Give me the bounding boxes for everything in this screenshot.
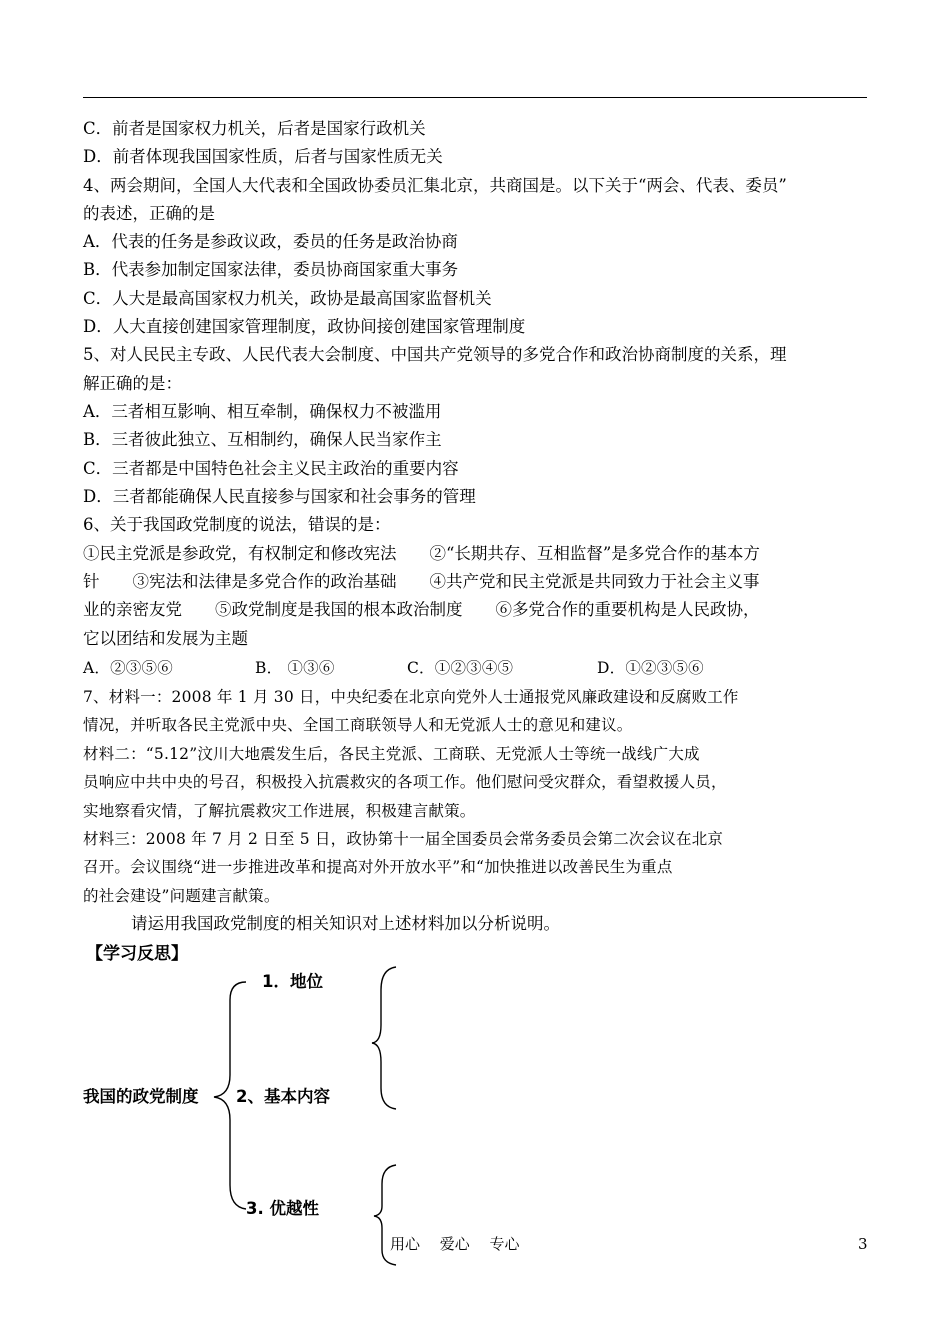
q7-task: 请运用我国政党制度的相关知识对上述材料加以分析说明。	[131, 914, 560, 933]
q7-material2-line1: 材料二：“5.12”汶川大地震发生后，各民主党派、工商联、无党派人士等统一战线广大成	[83, 745, 700, 763]
q6-statements-line2: 针 ③宪法和法律是多党合作的政治基础 ④共产党和民主党派是共同致力于社会主义事	[83, 572, 760, 591]
q6-option-a: A．②③⑤⑥	[83, 659, 173, 677]
diagram-root: 我国的政党制度	[83, 1087, 199, 1106]
q5-option-c: C．三者都是中国特色社会主义民主政治的重要内容	[83, 459, 459, 478]
footer-motto: 用心 爱心 专心	[390, 1235, 520, 1253]
q4-option-b: B．代表参加制定国家法律，委员协商国家重大事务	[83, 260, 459, 279]
q7-material2-line2: 员响应中共中央的号召，积极投入抗震救灾的各项工作。他们慰问受灾群众，看望救援人员，	[83, 773, 727, 791]
q6-statements-line1: ①民主党派是参政党，有权制定和修改宪法 ②“长期共存、互相监督”是多党合作的基本方	[83, 544, 760, 563]
q7-material3-line3: 的社会建设”问题建言献策。	[83, 887, 280, 905]
branch-superiority: 3. 优越性	[246, 1199, 319, 1218]
q5-stem-line1: 5、对人民民主专政、人民代表大会制度、中国共产党领导的多党合作和政治协商制度的关系，理	[83, 345, 787, 364]
position-brace	[372, 967, 396, 1109]
q7-material3-line1: 材料三：2008 年 7 月 2 日至 5 日，政协第十一届全国委员会常务委员会第二次会议在北京	[83, 830, 724, 848]
q4-option-a: A．代表的任务是参政议政，委员的任务是政治协商	[83, 232, 458, 251]
q6-option-c: C．①②③④⑤	[407, 659, 514, 677]
q6-option-b: B． ①③⑥	[255, 659, 335, 677]
q6-stem: 6、关于我国政党制度的说法，错误的是：	[83, 515, 391, 534]
q7-material2-line3: 实地察看灾情，了解抗震救灾工作进展，积极建言献策。	[83, 802, 476, 820]
reflection-heading: 【学习反思】	[86, 944, 188, 964]
q5-option-b: B．三者彼此独立、互相制约，确保人民当家作主	[83, 430, 442, 449]
q7-material1-line2: 情况，并听取各民主党派中央、全国工商联领导人和无党派人士的意见和建议。	[83, 716, 633, 734]
q4-option-c: C．人大是最高国家权力机关，政协是最高国家监督机关	[83, 289, 492, 308]
q5-stem-line2: 解正确的是：	[83, 374, 182, 393]
branch-basic-content: 2、基本内容	[236, 1087, 330, 1106]
q6-option-d: D．①②③⑤⑥	[597, 659, 704, 677]
q3-option-d: D．前者体现我国国家性质，后者与国家性质无关	[83, 147, 443, 166]
q4-stem-line1: 4、两会期间，全国人大代表和全国政协委员汇集北京，共商国是。以下关于“两会、代表、委员”	[83, 176, 787, 195]
q6-statements-line4: 它以团结和发展为主题	[83, 629, 248, 648]
q4-option-d: D．人大直接创建国家管理制度，政协间接创建国家管理制度	[83, 317, 526, 336]
q3-option-c: C．前者是国家权力机关，后者是国家行政机关	[83, 119, 426, 138]
page-number: 3	[858, 1235, 868, 1253]
q7-material1-line1: 7、材料一：2008 年 1 月 30 日，中央纪委在北京向党外人士通报党风廉政建设和反腐败工作	[83, 688, 739, 706]
q6-statements-line3: 业的亲密友党 ⑤政党制度是我国的根本政治制度 ⑥多党合作的重要机构是人民政协，	[83, 600, 760, 619]
q5-option-a: A．三者相互影响、相互牵制，确保权力不被滥用	[83, 402, 442, 421]
q7-material3-line2: 召开。会议围绕“进一步推进改革和提高对外开放水平”和“加快推进以改善民生为重点	[83, 858, 673, 876]
branch-position: 1．地位	[262, 972, 323, 991]
q4-stem-line2: 的表述，正确的是	[83, 204, 215, 223]
q5-option-d: D．三者都能确保人民直接参与国家和社会事务的管理	[83, 487, 476, 506]
